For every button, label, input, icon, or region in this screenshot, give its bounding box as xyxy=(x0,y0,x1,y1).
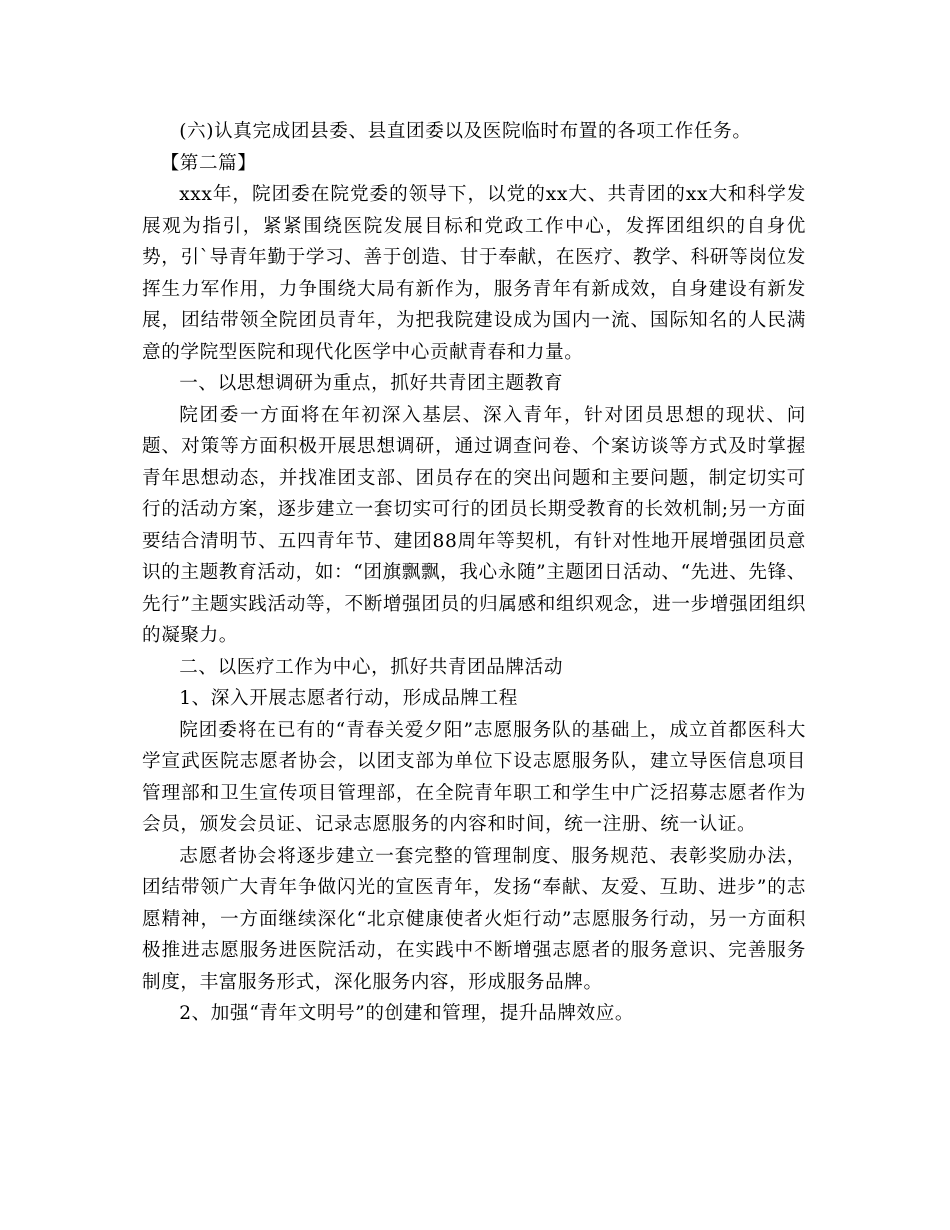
paragraph-intro: xxx年，院团委在院党委的领导下，以党的xx大、共青团的xx大和科学发展观为指引，紧紧围绕医院发展目标和党政工作中心，发挥团组织的自身优势，引`导青年勤于学习、善于创造、甘于奉献，在医疗、教学、科研等岗位发挥生力军作用，力争围绕大局有新作为，服务青年有新成效，自身建设有新发展，团结带领全院团员青年，为把我院建设成为国内一流、国际知名的人民满意的学院型医院和现代化医学中心贡献青春和力量。 xyxy=(142,184,806,363)
document-body xyxy=(142,116,806,1030)
section-heading-second-part: 【第二篇】 xyxy=(160,152,257,174)
paragraph-volunteer-management: 志愿者协会将逐步建立一套完整的管理制度、服务规范、表彰奖励办法，团结带领广大青年争做闪光的宣医青年，发扬“奉献、友爱、互助、进步”的志愿精神，一方面继续深化“北京健康使者火炬行动”志愿服务行动，另一方面积极推进志愿服务进医院活动，在实践中不断增强志愿者的服务意识、完善服务制度，丰富服务形式，深化服务内容，形成服务品牌。 xyxy=(142,845,806,993)
heading-subsection-1: 1、深入开展志愿者行动，形成品牌工程 xyxy=(179,688,518,709)
paragraph-ideology-research: 院团委一方面将在年初深入基层、深入青年，针对团员思想的现状、问题、对策等方面积极开展思想调研，通过调查问卷、个案访谈等方式及时掌握青年思想动态，并找准团支部、团员存在的突出问题和主要问题，制定切实可行的活动方案，逐步建立一套切实可行的团员长期受教育的长效机制;另一方面要结合清明节、五四青年节、建团88周年等契机，有针对性地开展增强团员意识的主题教育活动，如：“团旗飘飘，我心永随”主题团日活动、“先进、先锋、先行”主题实践活动等，不断增强团员的归属感和组织观念，进一步增强团组织的凝聚力。 xyxy=(142,404,806,646)
heading-subsection-2: 2、加强“青年文明号”的创建和管理，提升品牌效应。 xyxy=(179,1003,635,1024)
heading-section-2: 二、以医疗工作为中心，抓好共青团品牌活动 xyxy=(179,656,564,678)
paragraph-task-item-6: (六)认真完成团县委、县直团委以及医院临时布置的各项工作任务。 xyxy=(179,121,752,142)
paragraph-volunteer-association: 院团委将在已有的“青春关爱夕阳”志愿服务队的基础上，成立首都医科大学宣武医院志愿者协会，以团支部为单位下设志愿服务队，建立导医信息项目管理部和卫生宣传项目管理部，在全院青年职工和学生中广泛招募志愿者作为会员，颁发会员证、记录志愿服务的内容和时间，统一注册、统一认证。 xyxy=(142,719,806,835)
heading-section-1: 一、以思想调研为重点，抓好共青团主题教育 xyxy=(179,373,564,394)
